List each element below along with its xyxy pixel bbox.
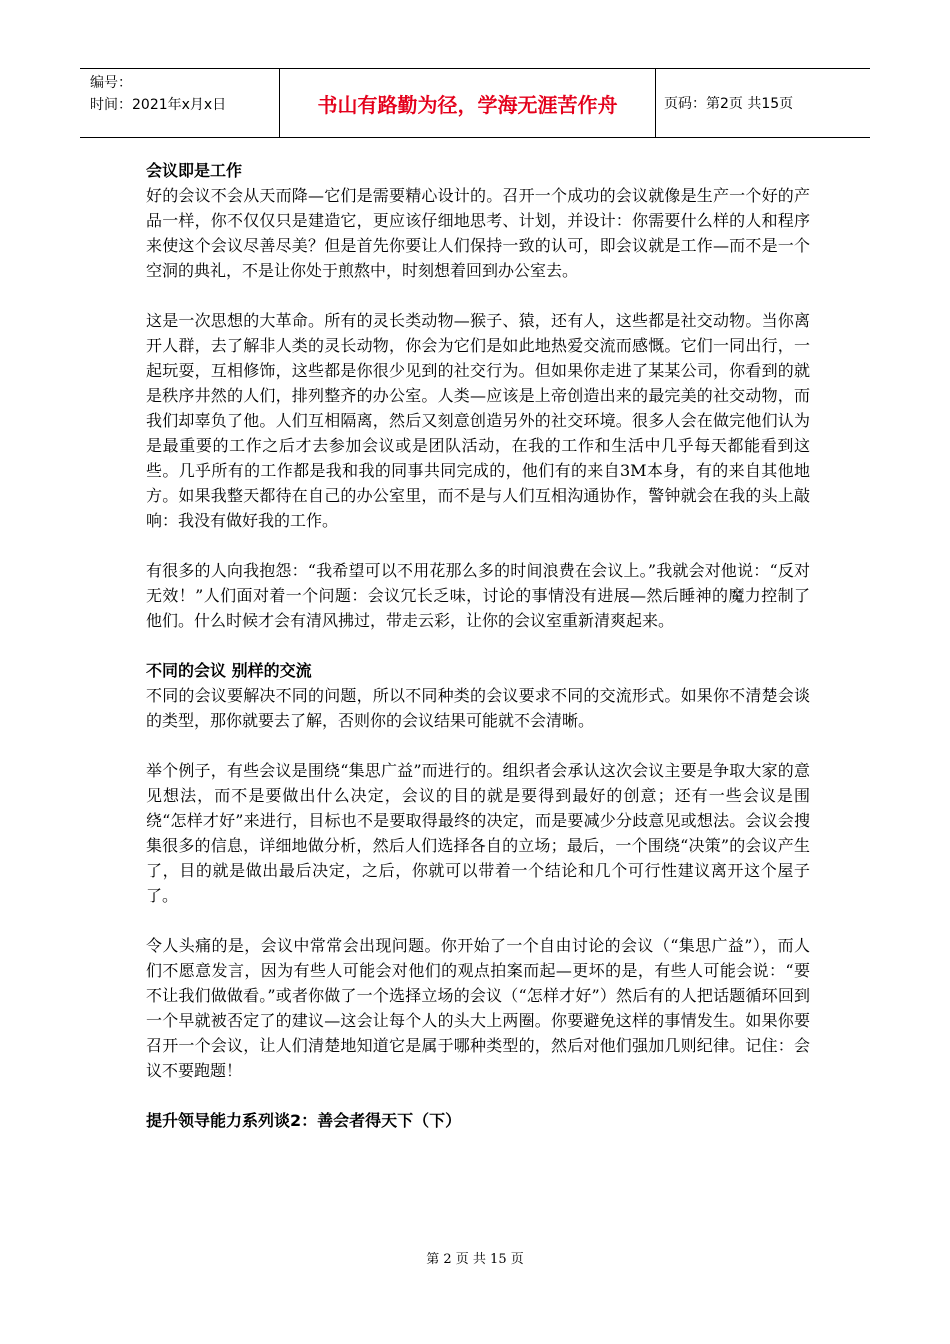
section-heading: 会议即是工作 <box>146 161 243 180</box>
section-heading: 提升领导能力系列谈2：善会者得天下（下） <box>146 1111 462 1130</box>
header-page-info: 页码：第2页 共15页 <box>664 96 794 112</box>
document-body <box>146 158 810 1133</box>
paragraph: 有很多的人向我抱怨：“我希望可以不用花那么多的时间浪费在会议上。”我就会对他说：“反对无效！”人们面对着一个问题：会议冗长乏味，讨论的事情没有进展—然后睡神的魔力控制了他们。什么时候才会有清风拂过，带走云彩，让你的会议室重新清爽起来。 <box>146 561 810 630</box>
paragraph: 举个例子，有些会议是围绕“集思广益”而进行的。组织者会承认这次会议主要是争取大家的意见想法，而不是要做出什么决定，会议的目的就是要得到最好的创意；还有一些会议是围绕“怎样才好”来进行，目标也不是要取得最终的决定，而是要减少分歧意见或想法。会议会搜集很多的信息，详细地做分析，然后人们选择各自的立场；最后，一个围绕“决策”的会议产生了，目的就是做出最后决定，之后，你就可以带着一个结论和几个可行性建议离开这个屋子了。 <box>146 761 810 905</box>
header-motto: 书山有路勤为径，学海无涯苦作舟 <box>280 69 656 137</box>
document-number: 编号： <box>90 75 132 91</box>
paragraph: 不同的会议要解决不同的问题，所以不同种类的会议要求不同的交流形式。如果你不清楚会谈的类型，那你就要去了解，否则你的会议结果可能就不会清晰。 <box>146 686 810 730</box>
page-header <box>80 68 870 138</box>
paragraph: 令人头痛的是，会议中常常会出现问题。你开始了一个自由讨论的会议（“集思广益”），而人们不愿意发言，因为有些人可能会对他们的观点拍案而起—更坏的是，有些人可能会说：“要不让我们做做看。”或者你做了一个选择立场的会议（“怎样才好”）然后有的人把话题循环回到一个早就被否定了的建议—这会让每个人的头大上两圈。你要避免这样的事情发生。如果你要召开一个会议，让人们清楚地知道它是属于哪种类型的，然后对他们强加几则纪律。记住：会议不要跑题！ <box>146 936 810 1080</box>
header-meta <box>80 69 280 137</box>
page-footer: 第 2 页 共 15 页 <box>426 1252 524 1267</box>
section-heading: 不同的会议 别样的交流 <box>146 661 312 680</box>
paragraph: 这是一次思想的大革命。所有的灵长类动物—猴子、猿，还有人，这些都是社交动物。当你离开人群，去了解非人类的灵长动物，你会为它们是如此地热爱交流而感慨。它们一同出行，一起玩耍，互相修饰，这些都是你很少见到的社交行为。但如果你走进了某某公司，你看到的就是秩序井然的人们，排列整齐的办公室。人类—应该是上帝创造出来的最完美的社交动物，而我们却辜负了他。人们互相隔离，然后又刻意创造另外的社交环境。很多人会在做完他们认为是最重要的工作之后才去参加会议或是团队活动，在我的工作和生活中几乎每天都能看到这些。几乎所有的工作都是我和我的同事共同完成的，他们有的来自3M本身，有的来自其他地方。如果我整天都待在自己的办公室里，而不是与人们互相沟通协作，警钟就会在我的头上敲响：我没有做好我的工作。 <box>146 311 810 530</box>
document-date: 时间：2021年x月x日 <box>90 97 227 113</box>
paragraph: 好的会议不会从天而降—它们是需要精心设计的。召开一个成功的会议就像是生产一个好的产品一样，你不仅仅只是建造它，更应该仔细地思考、计划，并设计：你需要什么样的人和程序来使这个会议尽善尽美？但是首先你要让人们保持一致的认可，即会议就是工作—而不是一个空洞的典礼，不是让你处于煎熬中，时刻想着回到办公室去。 <box>146 186 810 280</box>
